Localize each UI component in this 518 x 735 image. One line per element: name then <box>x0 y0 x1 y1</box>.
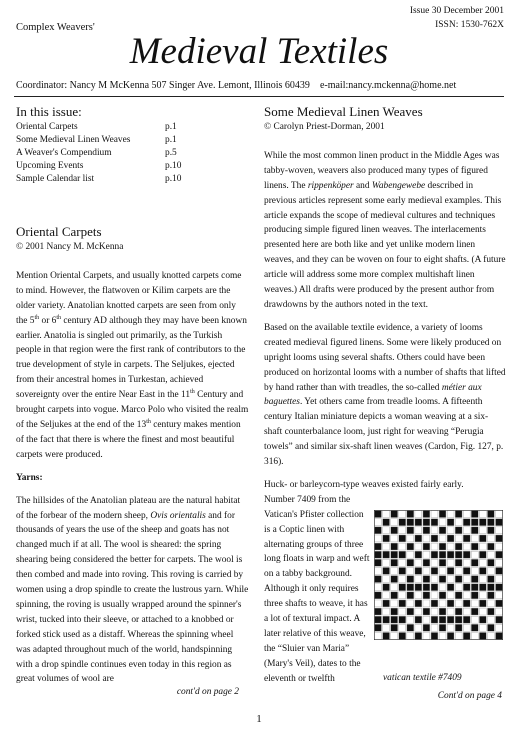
draft-cell <box>487 608 494 615</box>
article-byline: © 2001 Nancy M. McKenna <box>16 242 124 252</box>
draft-cell <box>375 600 382 607</box>
continued-note[interactable]: Cont'd on page 4 <box>437 691 502 701</box>
toc-item[interactable]: Some Medieval Linen Weaves p.1 <box>16 135 177 145</box>
draft-cell <box>423 535 430 542</box>
draft-cell <box>399 567 406 574</box>
draft-cell <box>479 576 486 583</box>
draft-cell <box>391 576 398 583</box>
weave-draft-figure <box>374 510 503 640</box>
draft-cell <box>487 576 494 583</box>
draft-cell <box>496 608 503 615</box>
draft-cell <box>431 584 438 591</box>
draft-cell <box>383 608 390 615</box>
draft-cell <box>391 527 398 534</box>
draft-cell <box>455 567 462 574</box>
draft-cell <box>375 616 382 623</box>
draft-cell <box>496 511 503 518</box>
draft-cell <box>463 632 470 639</box>
draft-cell <box>431 608 438 615</box>
draft-cell <box>471 584 478 591</box>
draft-cell <box>407 519 414 526</box>
draft-cell <box>415 511 422 518</box>
draft-cell <box>391 624 398 631</box>
draft-cell <box>479 535 486 542</box>
draft-cell <box>423 600 430 607</box>
draft-cell <box>487 616 494 623</box>
article-title-oriental-carpets: Oriental Carpets <box>16 224 102 239</box>
draft-cell <box>383 519 390 526</box>
draft-cell <box>423 624 430 631</box>
draft-cell <box>471 600 478 607</box>
draft-cell <box>479 519 486 526</box>
issn: ISSN: 1530-762X <box>435 20 504 30</box>
draft-cell <box>415 592 422 599</box>
draft-cell <box>407 535 414 542</box>
draft-cell <box>415 624 422 631</box>
draft-cell <box>447 511 454 518</box>
draft-cell <box>383 584 390 591</box>
draft-cell <box>423 576 430 583</box>
draft-cell <box>415 608 422 615</box>
draft-cell <box>447 567 454 574</box>
draft-cell <box>496 624 503 631</box>
article-paragraph: Based on the available textile evidence, a variety of looms created medieval figured linens. Some were likely produced on upright looms using several shafts. Others could have been produced on horizontal looms with a number of shafts that lifted by hand rather than with treadles, the so-called métier aux baguettes. Yet others came from treadle looms. A fifteenth century Italian miniature depicts a woman weaving at a six-shaft counterbalance loom, just right for weaving “Perugia towels” and similar six-shaft linen weaves (Cardon, Fig. 127, p. 316). <box>264 322 506 468</box>
draft-cell <box>439 592 446 599</box>
draft-cell <box>399 600 406 607</box>
toc-item[interactable]: Oriental Carpets p.1 <box>16 122 177 132</box>
draft-cell <box>447 624 454 631</box>
draft-cell <box>407 608 414 615</box>
draft-cell <box>447 632 454 639</box>
draft-cell <box>447 543 454 550</box>
draft-cell <box>399 559 406 566</box>
draft-cell <box>455 608 462 615</box>
article-paragraph: While the most common linen product in the Middle Ages was tabby-woven, weavers also produced many types of figured linens. The rippenköper and Wabengewebe described in previous articles represent some early medieval examples. This article expands the scope of medieval cultures and techniques producing simple figured linen weaves. The interlacements presented here are both like and yet unlike modern linen weaves, and they can be woven on four to eight shafts. (A future article will address some more complex multishaft linen weaves.) All drafts were produced by the present author from drawdowns by the authors noted in the text. <box>264 150 506 310</box>
draft-cell <box>496 567 503 574</box>
draft-cell <box>439 576 446 583</box>
draft-cell <box>455 584 462 591</box>
draft-cell <box>399 519 406 526</box>
draft-cell <box>463 543 470 550</box>
header-rule <box>14 96 504 97</box>
left-column <box>16 104 249 700</box>
draft-cell <box>447 519 454 526</box>
draft-cell <box>375 559 382 566</box>
draft-cell <box>383 616 390 623</box>
issue-info <box>410 4 504 32</box>
toc-list <box>16 121 249 186</box>
draft-cell <box>391 567 398 574</box>
draft-cell <box>487 592 494 599</box>
draft-cell <box>487 527 494 534</box>
draft-cell <box>415 584 422 591</box>
draft-cell <box>375 519 382 526</box>
draft-cell <box>471 543 478 550</box>
draft-cell <box>383 632 390 639</box>
draft-cell <box>439 511 446 518</box>
draft-cell <box>439 600 446 607</box>
draft-cell <box>415 543 422 550</box>
draft-cell <box>415 551 422 558</box>
draft-cell <box>383 592 390 599</box>
draft-cell <box>496 616 503 623</box>
draft-cell <box>455 527 462 534</box>
draft-cell <box>407 624 414 631</box>
draft-cell <box>479 543 486 550</box>
draft-cell <box>431 632 438 639</box>
draft-cell <box>455 511 462 518</box>
draft-cell <box>439 551 446 558</box>
draft-cell <box>447 592 454 599</box>
draft-cell <box>375 543 382 550</box>
draft-cell <box>423 551 430 558</box>
draft-cell <box>415 527 422 534</box>
draft-cell <box>375 624 382 631</box>
draft-cell <box>431 600 438 607</box>
draft-cell <box>391 592 398 599</box>
draft-cell <box>479 632 486 639</box>
draft-cell <box>487 543 494 550</box>
draft-cell <box>463 584 470 591</box>
draft-cell <box>383 624 390 631</box>
draft-cell <box>471 592 478 599</box>
draft-cell <box>479 551 486 558</box>
draft-cell <box>455 551 462 558</box>
draft-cell <box>471 559 478 566</box>
draft-cell <box>496 576 503 583</box>
draft-cell <box>407 567 414 574</box>
draft-cell <box>375 632 382 639</box>
draft-cell <box>399 551 406 558</box>
draft-cell <box>391 608 398 615</box>
draft-cell <box>399 535 406 542</box>
draft-cell <box>463 600 470 607</box>
draft-cell <box>439 527 446 534</box>
draft-cell <box>455 559 462 566</box>
draft-cell <box>463 616 470 623</box>
page-number: 1 <box>256 713 262 725</box>
draft-cell <box>447 559 454 566</box>
draft-cell <box>375 584 382 591</box>
draft-cell <box>496 584 503 591</box>
draft-cell <box>447 535 454 542</box>
draft-cell <box>487 511 494 518</box>
draft-cell <box>463 535 470 542</box>
draft-cell <box>447 576 454 583</box>
draft-cell <box>423 616 430 623</box>
draft-cell <box>496 559 503 566</box>
draft-cell <box>407 600 414 607</box>
draft-cell <box>471 624 478 631</box>
draft-cell <box>383 527 390 534</box>
draft-cell <box>399 624 406 631</box>
draft-cell <box>383 511 390 518</box>
draft-cell <box>471 527 478 534</box>
draft-cell <box>383 551 390 558</box>
toc-item[interactable]: Upcoming Events p.10 <box>16 161 182 171</box>
draft-cell <box>391 551 398 558</box>
draft-cell <box>399 543 406 550</box>
draft-cell <box>423 519 430 526</box>
draft-cell <box>439 616 446 623</box>
draft-cell <box>439 632 446 639</box>
draft-cell <box>471 511 478 518</box>
draft-cell <box>487 535 494 542</box>
draft-cell <box>399 608 406 615</box>
draft-cell <box>455 624 462 631</box>
draft-cell <box>463 567 470 574</box>
draft-cell <box>471 616 478 623</box>
draft-cell <box>439 559 446 566</box>
draft-cell <box>423 632 430 639</box>
draft-cell <box>439 567 446 574</box>
draft-cell <box>431 624 438 631</box>
draft-cell <box>407 543 414 550</box>
draft-cell <box>407 632 414 639</box>
draft-cell <box>415 535 422 542</box>
draft-cell <box>487 584 494 591</box>
draft-cell <box>447 608 454 615</box>
draft-cell <box>399 592 406 599</box>
draft-cell <box>471 551 478 558</box>
draft-cell <box>463 576 470 583</box>
draft-cell <box>407 616 414 623</box>
draft-cell <box>455 576 462 583</box>
draft-cell <box>439 535 446 542</box>
draft-cell <box>487 632 494 639</box>
draft-cell <box>447 551 454 558</box>
draft-cell <box>375 535 382 542</box>
draft-cell <box>431 616 438 623</box>
draft-cell <box>391 632 398 639</box>
draft-cell <box>407 576 414 583</box>
draft-cell <box>439 624 446 631</box>
draft-cell <box>496 600 503 607</box>
draft-cell <box>463 559 470 566</box>
draft-cell <box>487 600 494 607</box>
draft-cell <box>415 519 422 526</box>
draft-cell <box>455 600 462 607</box>
draft-cell <box>375 527 382 534</box>
draft-cell <box>407 551 414 558</box>
draft-cell <box>487 624 494 631</box>
draft-cell <box>407 559 414 566</box>
coordinator-line <box>16 80 456 91</box>
draft-cell <box>463 511 470 518</box>
draft-cell <box>496 535 503 542</box>
draft-cell <box>471 535 478 542</box>
draft-cell <box>415 576 422 583</box>
draft-cell <box>415 559 422 566</box>
draft-cell <box>423 559 430 566</box>
draft-cell <box>399 632 406 639</box>
continued-note[interactable]: cont'd on page 2 <box>176 687 239 698</box>
draft-cell <box>431 559 438 566</box>
draft-cell <box>391 559 398 566</box>
draft-cell <box>463 608 470 615</box>
draft-cell <box>431 592 438 599</box>
draft-cell <box>423 511 430 518</box>
draft-cell <box>415 567 422 574</box>
article-byline: © Carolyn Priest-Dorman, 2001 <box>264 122 385 132</box>
coordinator-email[interactable]: e-mail:nancy.mckenna@home.net <box>319 80 457 91</box>
draft-cell <box>455 616 462 623</box>
figure-caption: vatican textile #7409 <box>383 673 462 683</box>
draft-cell <box>479 600 486 607</box>
draft-cell <box>471 576 478 583</box>
draft-cell <box>375 608 382 615</box>
draft-cell <box>415 632 422 639</box>
draft-cell <box>479 511 486 518</box>
draft-cell <box>423 567 430 574</box>
draft-cell <box>455 543 462 550</box>
draft-cell <box>471 519 478 526</box>
draft-cell <box>463 551 470 558</box>
draft-cell <box>463 527 470 534</box>
issue-date: Issue 30 December 2001 <box>409 6 504 16</box>
draft-cell <box>439 584 446 591</box>
draft-cell <box>431 551 438 558</box>
article-paragraph: Mention Oriental Carpets, and usually knotted carpets come to mind. However, the flatwoven or Kilim carpets are the older variety. Anatolian knotted carpets are seen from only the 5th or 6th century AD although they may have been known earlier. Anatolia is singled out primarily, as the Turkish people in that region were the first rank of contributors to the true development of style in carpets. The Seljukes, ejected from their ancestral homes in Turkestan, achieved sovereignty over the entire Near East in the 11th Century and brought carpets into vogue. Marco Polo who visited the realm of the Seljukes at the end of the 13th century makes mention of the fact that there is where the finest and most beautiful carpets were produced. <box>16 270 249 460</box>
draft-cell <box>383 559 390 566</box>
newsletter-title: Medieval Textiles <box>129 31 389 72</box>
draft-cell <box>375 592 382 599</box>
draft-cell <box>391 584 398 591</box>
draft-cell <box>383 543 390 550</box>
draft-cell <box>399 584 406 591</box>
draft-cell <box>391 519 398 526</box>
draft-cell <box>479 624 486 631</box>
draft-cell <box>431 511 438 518</box>
draft-cell <box>447 527 454 534</box>
draft-cell <box>496 519 503 526</box>
draft-cell <box>455 519 462 526</box>
draft-cell <box>391 616 398 623</box>
draft-cell <box>399 616 406 623</box>
draft-cell <box>496 592 503 599</box>
draft-cell <box>391 511 398 518</box>
draft-cell <box>423 584 430 591</box>
draft-cell <box>399 576 406 583</box>
draft-cell <box>496 527 503 534</box>
draft-cell <box>423 608 430 615</box>
draft-cell <box>415 600 422 607</box>
draft-cell <box>391 600 398 607</box>
draft-cell <box>423 543 430 550</box>
draft-cell <box>455 535 462 542</box>
article-paragraph-wrapped: Number 7409 from the Vatican's Pfister collection is a Coptic linen with alternating groups of three long floats in warp and weft on a tabby background. Although it only requires three shafts to weave, it has a lot of textural impact. A later relative of this weave, the “Sluier van Maria” (Mary's Veil), dates to the eleventh or twelfth <box>264 494 370 684</box>
draft-cell <box>463 519 470 526</box>
draft-cell <box>479 527 486 534</box>
draft-cell <box>399 511 406 518</box>
draft-cell <box>463 592 470 599</box>
draft-cell <box>447 584 454 591</box>
draft-cell <box>479 608 486 615</box>
draft-cell <box>487 567 494 574</box>
toc-item[interactable]: Sample Calendar list p.10 <box>16 174 182 184</box>
toc-heading: In this issue: <box>16 104 82 119</box>
draft-cell <box>455 632 462 639</box>
article-paragraph: The hillsides of the Anatolian plateau are the natural habitat of the forbear of the modern sheep, Ovis orientalis and for thousands of years the use of the sheep and goats has not changed much if at all. The wool is sheared: the spring shearing being considered the better for carpets. The wool is then combed and made into roving. This roving is carried by women using a drop spindle to create the lustrous yarn. While spinning, the roving is usually wrapped around the spinner's wrist, tucked into their sleeve, or attached to a knobbed or forked stick used as a distaff. Whereas the spinning wheel was adapted throughout much of the world, handspinning with a drop spindle continues even today in this region as great volumes of wool are <box>16 495 249 685</box>
coordinator-address: Coordinator: Nancy M McKenna 507 Singer Ave. Lemont, Illinois 60439 <box>16 80 310 91</box>
draft-cell <box>375 576 382 583</box>
draft-cell <box>431 576 438 583</box>
draft-cell <box>487 519 494 526</box>
draft-cell <box>487 559 494 566</box>
draft-cell <box>471 632 478 639</box>
draft-cell <box>407 584 414 591</box>
draft-cell <box>383 535 390 542</box>
draft-cell <box>439 543 446 550</box>
article-paragraph: Huck- or barleycorn-type weaves existed fairly early. <box>264 479 464 490</box>
draft-cell <box>479 567 486 574</box>
draft-cell <box>375 551 382 558</box>
draft-cell <box>463 624 470 631</box>
draft-cell <box>471 608 478 615</box>
draft-cell <box>439 519 446 526</box>
draft-cell <box>423 527 430 534</box>
draft-cell <box>479 616 486 623</box>
draft-cell <box>391 543 398 550</box>
draft-cell <box>399 527 406 534</box>
publication-name: Complex Weavers' <box>16 22 95 33</box>
draft-cell <box>487 551 494 558</box>
draft-cell <box>496 551 503 558</box>
draft-cell <box>431 519 438 526</box>
draft-cell <box>447 600 454 607</box>
draft-cell <box>383 576 390 583</box>
draft-cell <box>439 608 446 615</box>
draft-cell <box>431 527 438 534</box>
toc-item[interactable]: A Weaver's Compendium p.5 <box>16 148 177 158</box>
draft-cell <box>479 584 486 591</box>
draft-cell <box>496 543 503 550</box>
draft-cell <box>407 527 414 534</box>
draft-cell <box>431 535 438 542</box>
draft-cell <box>455 592 462 599</box>
draft-cell <box>431 567 438 574</box>
section-heading-yarns: Yarns: <box>16 472 43 483</box>
draft-cell <box>431 543 438 550</box>
draft-cell <box>375 511 382 518</box>
draft-cell <box>391 535 398 542</box>
draft-cell <box>447 616 454 623</box>
draft-cell <box>496 632 503 639</box>
draft-cell <box>479 559 486 566</box>
draft-cell <box>423 592 430 599</box>
draft-cell <box>479 592 486 599</box>
draft-cell <box>407 592 414 599</box>
draft-cell <box>415 616 422 623</box>
draft-cell <box>471 567 478 574</box>
draft-cell <box>375 567 382 574</box>
draft-cell <box>383 567 390 574</box>
article-title-linen-weaves: Some Medieval Linen Weaves <box>264 104 423 119</box>
draft-cell <box>383 600 390 607</box>
draft-cell <box>407 511 414 518</box>
